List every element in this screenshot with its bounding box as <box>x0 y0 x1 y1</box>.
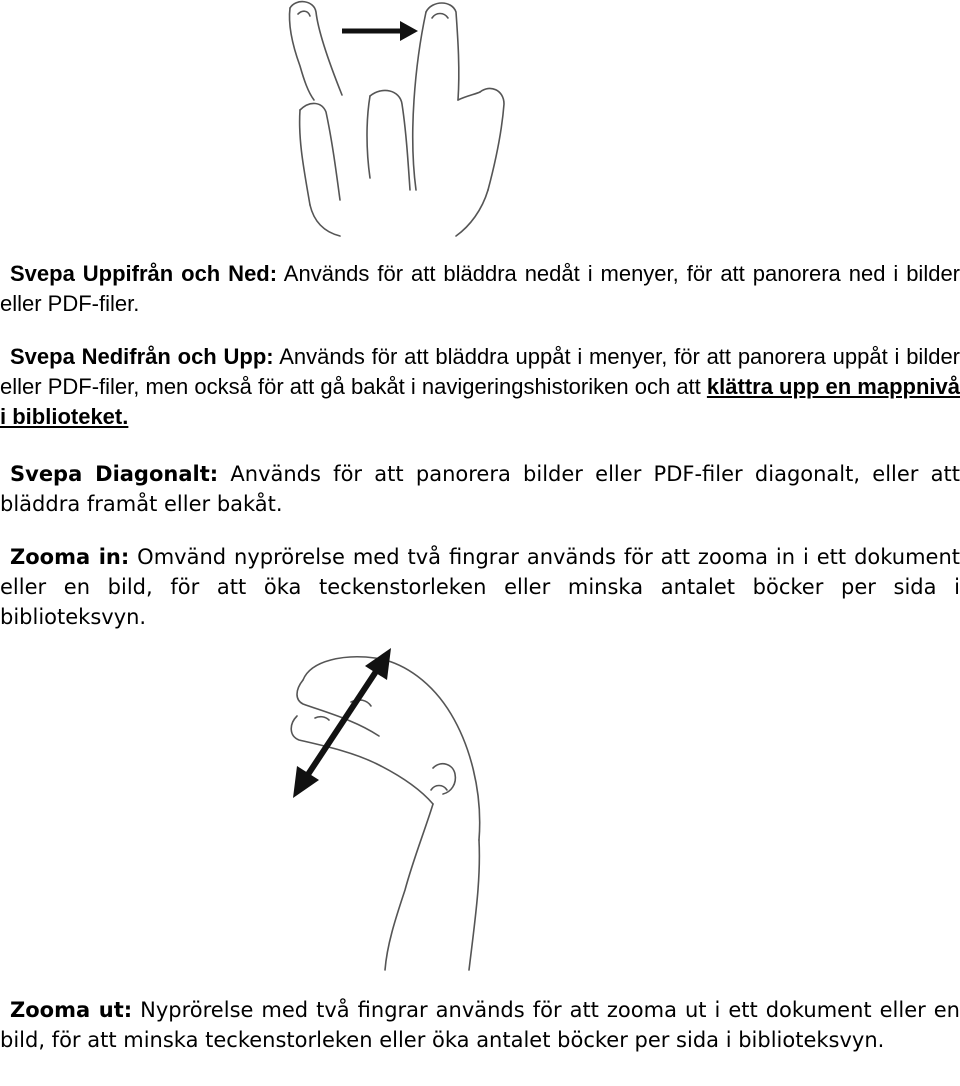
zoom-out-text: Nyprörelse med två fingrar används för att zooma ut i ett dokument eller en bild, för att minska teckenstorleken eller öka antalet böcker per sida i biblioteksvyn. <box>0 998 960 1052</box>
swipe-diagonal-paragraph <box>0 459 960 519</box>
swipe-up-paragraph <box>0 342 960 432</box>
zoom-in-paragraph <box>0 542 960 632</box>
swipe-up-emphasis: klättra upp en mappnivå i biblioteket. <box>0 374 960 429</box>
swipe-down-paragraph <box>0 259 960 319</box>
swipe-diagonal-text: Används för att panorera bilder eller PDF-filer diagonalt, eller att bläddra framåt eller bakåt. <box>0 462 960 516</box>
double-arrow-icon <box>293 648 391 798</box>
swipe-up-term: Svepa Nedifrån och Upp: <box>10 344 274 369</box>
swipe-gesture-illustration <box>270 0 530 240</box>
zoom-out-term: Zooma ut: <box>10 998 133 1022</box>
zoom-out-paragraph <box>0 995 960 1055</box>
swipe-diagonal-term: Svepa Diagonalt: <box>10 462 219 486</box>
right-arrow-icon <box>342 21 418 41</box>
swipe-up-text: Används för att bläddra uppåt i menyer, för att panorera uppåt i bilder eller PDF-filer, men också för att gå bakåt i navigeringshistoriken och att <box>0 344 960 399</box>
swipe-down-text: Används för att bläddra nedåt i menyer, för att panorera ned i bilder eller PDF-filer. <box>0 261 960 316</box>
pinch-gesture-illustration <box>255 640 515 975</box>
zoom-in-term: Zooma in: <box>10 545 130 569</box>
swipe-down-term: Svepa Uppifrån och Ned: <box>10 261 278 286</box>
zoom-in-text: Omvänd nyprörelse med två fingrar används för att zooma in i ett dokument eller en bild, för att öka teckenstorleken eller minska antalet böcker per sida i biblioteksvyn. <box>0 545 960 629</box>
